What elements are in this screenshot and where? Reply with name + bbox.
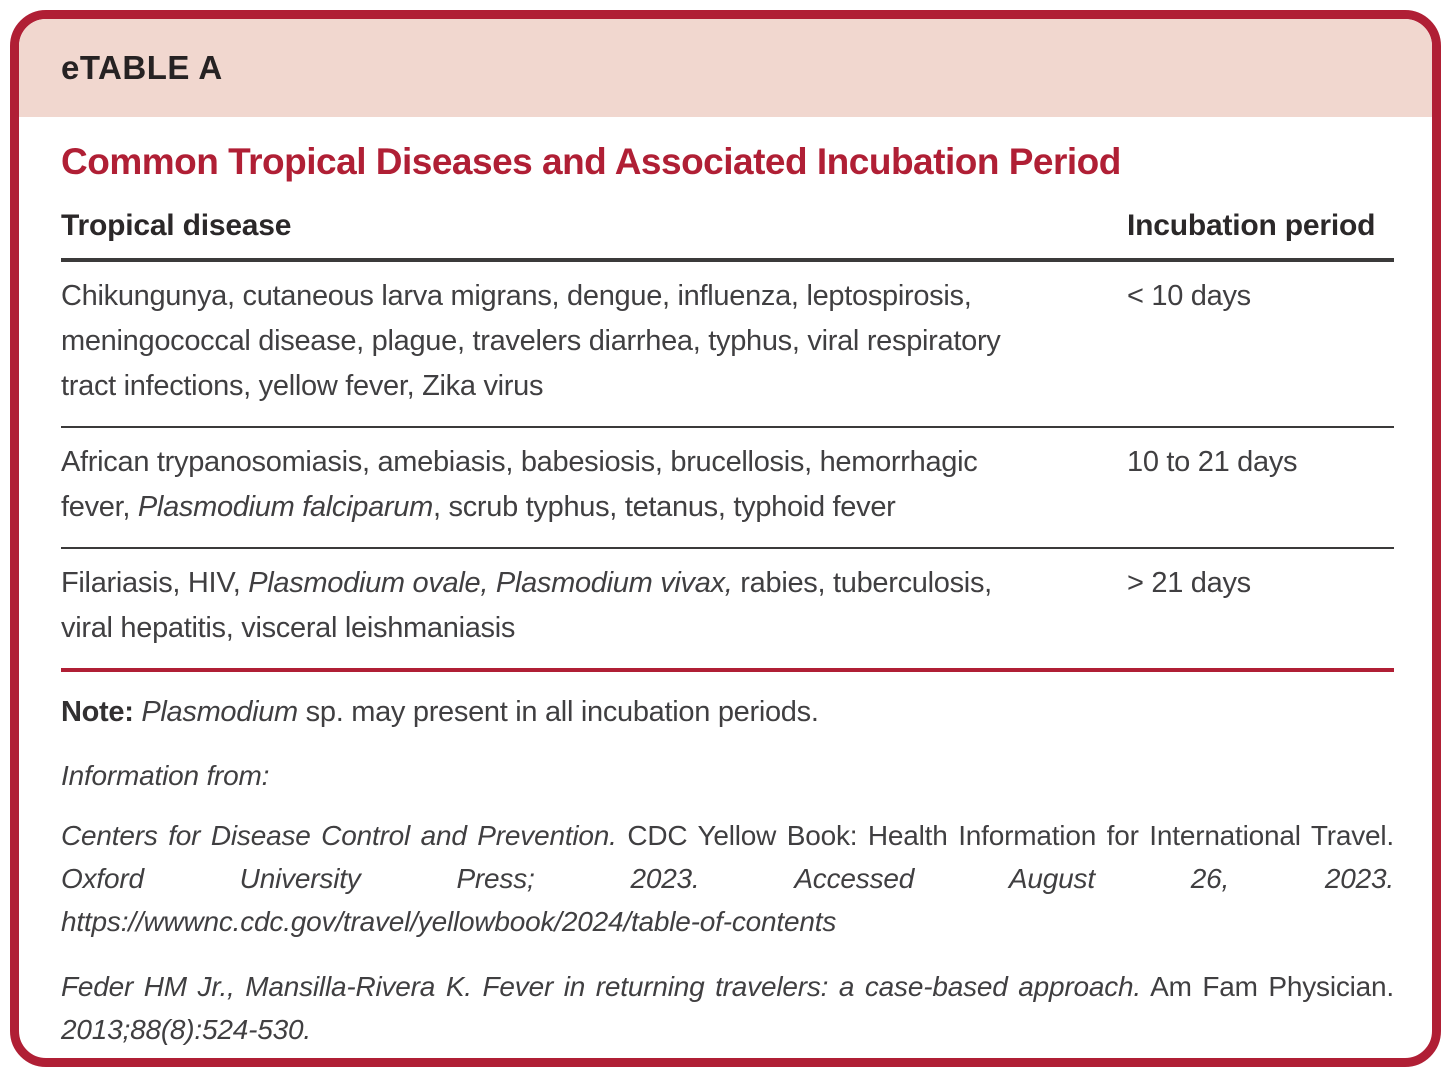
table-row — [61, 428, 1394, 549]
text-run: rabies, tuberculosis, viral hepatitis, visceral leishmaniasis — [61, 567, 992, 644]
table-label-band — [19, 19, 1432, 117]
sources-label: Information from: — [61, 760, 270, 791]
incubation-period-cell: < 10 days — [1127, 280, 1251, 312]
disease-cell — [61, 440, 1127, 530]
etable-card — [10, 10, 1441, 1067]
text-run: , scrub typhus, tetanus, typhoid fever — [432, 491, 896, 523]
table-row — [61, 262, 1394, 428]
bold-text-run: Note: — [61, 696, 142, 728]
disease-cell — [61, 561, 1127, 651]
table-header-row — [61, 209, 1394, 262]
column-header-tropical-disease: Tropical disease — [61, 209, 292, 242]
text-run: sp. may present in all incubation periods. — [297, 696, 819, 728]
italic-text-run: 2013;88(8):524-530. — [61, 1014, 311, 1045]
text-run: African trypanosomiasis, amebiasis, babesiosis, brucellosis, hemorrhagic fever, — [61, 446, 978, 523]
italic-text-run: Plasmodium ovale, — [248, 567, 489, 599]
table-row — [61, 549, 1394, 672]
italic-text-run: Plasmodium falciparum — [137, 491, 433, 523]
text-run: CDC Yellow Book: Health Information for International Travel. — [616, 820, 1394, 851]
table-label: eTABLE A — [61, 49, 223, 86]
column-header-incubation-period: Incubation period — [1127, 209, 1376, 242]
text-run: Chikungunya, cutaneous larva migrans, dengue, influenza, leptospirosis, meningococcal disease, plague, travelers diarrhea, typhus, viral respiratory tract infections, yellow fever, Zika virus — [61, 280, 1001, 402]
text-run: Am Fam Physician. — [1141, 971, 1394, 1002]
italic-text-run: Oxford University Press; 2023. Accessed August 26, 2023. https://wwwnc.cdc.gov/travel/yellowbook/2024/table-of-contents — [61, 863, 1394, 937]
text-run — [488, 567, 496, 599]
reference-item — [61, 814, 1394, 943]
italic-text-run: Plasmodium — [141, 696, 298, 728]
note-text — [61, 690, 1394, 734]
incubation-period-cell: > 21 days — [1127, 567, 1251, 599]
italic-text-run: Plasmodium vivax, — [495, 567, 733, 599]
table-body — [61, 262, 1394, 672]
disease-cell — [61, 274, 1127, 409]
italic-text-run: Feder HM Jr., Mansilla-Rivera K. Fever in returning travelers: a case-based approach. — [61, 971, 1142, 1002]
reference-item — [61, 965, 1394, 1051]
table-title: Common Tropical Diseases and Associated Incubation Period — [61, 141, 1121, 182]
table-content — [19, 141, 1432, 1051]
references — [61, 814, 1394, 1051]
text-run: Filariasis, HIV, — [61, 567, 249, 599]
incubation-period-cell: 10 to 21 days — [1127, 446, 1298, 478]
italic-text-run: Centers for Disease Control and Prevention. — [61, 820, 617, 851]
